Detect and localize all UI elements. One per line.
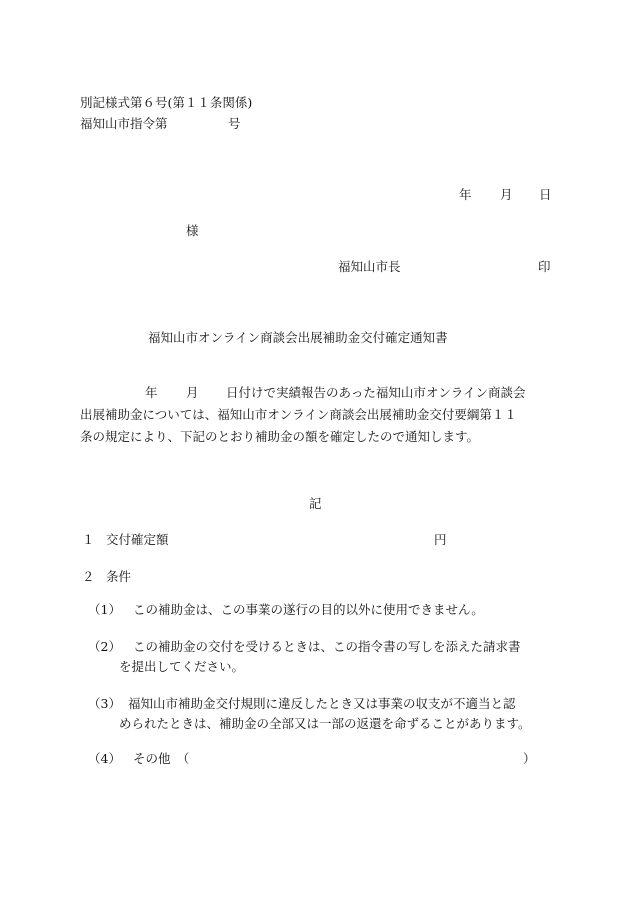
condition-4-line-1: その他 （ (133, 751, 190, 766)
condition-4-close-paren: ） (523, 751, 536, 766)
condition-3-line-2: められたときは、補助金の全部又は一部の返還を命ずることがあります。 (119, 716, 531, 731)
condition-1-number: （1） (88, 602, 121, 617)
body-line-3: 条の規定により、下記のとおり補助金の額を確定したので通知します。 (80, 429, 480, 444)
sender-name: 福知山市長 (338, 259, 401, 274)
condition-2-line-1: この補助金の交付を受けるときは、この指令書の写しを添えた請求書 (133, 639, 521, 654)
item-2-label: 条件 (106, 569, 132, 584)
date-month: 月 (500, 187, 513, 202)
directive-number-prefix: 福知山市指令第 (80, 116, 168, 131)
condition-3-number: （3） (88, 696, 121, 711)
condition-4-number: （4） (88, 751, 121, 766)
directive-number-suffix: 号 (228, 116, 241, 131)
recipient-honorific: 様 (186, 223, 199, 238)
ki-heading: 記 (309, 496, 322, 511)
date-day: 日 (539, 187, 552, 202)
document-title: 福知山市オンライン商談会出展補助金交付確定通知書 (148, 330, 448, 345)
item-1-unit: 円 (434, 532, 447, 547)
item-1-label: 交付確定額 (106, 532, 169, 547)
date-year: 年 (459, 187, 472, 202)
condition-2-line-2: を提出してください。 (119, 659, 245, 674)
condition-3-line-1: 福知山市補助金交付規則に違反したとき又は事業の収支が不適当と認 (128, 696, 516, 711)
item-2-number: ２ (82, 569, 95, 584)
seal-mark: 印 (538, 259, 551, 274)
body-year: 年 (145, 385, 158, 400)
item-1-number: １ (82, 532, 95, 547)
body-line-1: 日付けで実績報告のあった福知山市オンライン商談会 (226, 385, 526, 400)
condition-2-number: （2） (88, 639, 121, 654)
form-number: 別記様式第６号(第１１条関係) (80, 95, 253, 110)
body-line-2: 出展補助金については、福知山市オンライン商談会出展補助金交付要綱第１１ (80, 407, 517, 422)
condition-1-line-1: この補助金は、この事業の遂行の目的以外に使用できません。 (133, 602, 484, 617)
body-month: 月 (186, 385, 199, 400)
